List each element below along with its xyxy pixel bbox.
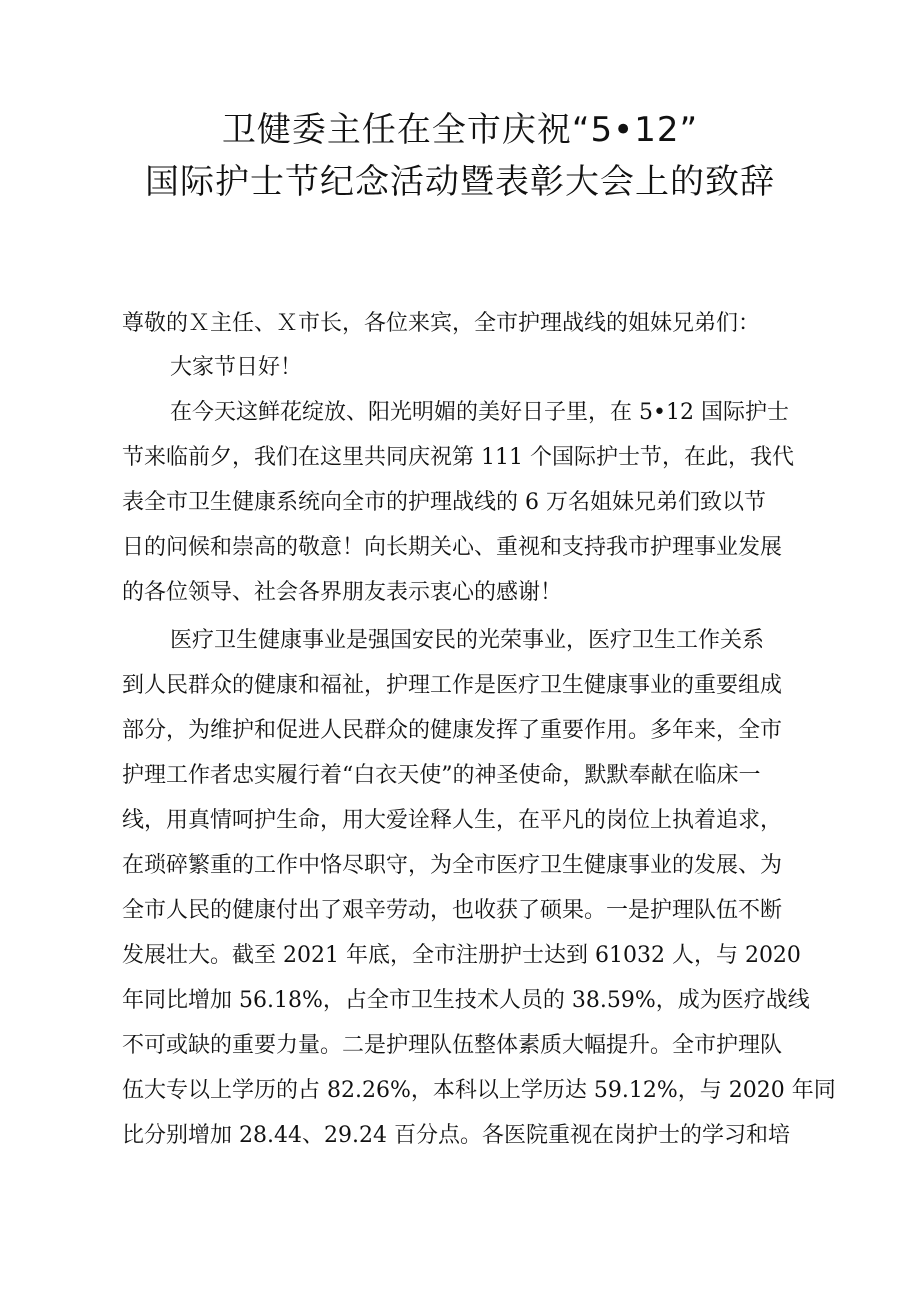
paragraph-line: 大家节日好！: [170, 355, 303, 380]
paragraph-line: 医疗卫生健康事业是强国安民的光荣事业，医疗卫生工作关系: [170, 628, 765, 653]
paragraph-line: 表全市卫生健康系统向全市的护理战线的 6 万名姐妹兄弟们致以节: [122, 490, 766, 515]
paragraph-line: 部分，为维护和促进人民群众的健康发挥了重要作用。多年来，全市: [122, 718, 783, 743]
paragraph-line: 日的问候和崇高的敬意！向长期关心、重视和支持我市护理事业发展: [122, 535, 783, 560]
paragraph-line: 在琐碎繁重的工作中恪尽职守，为全市医疗卫生健康事业的发展、为: [122, 853, 783, 878]
paragraph-line: 在今天这鲜花绽放、阳光明媚的美好日子里，在 5•12 国际护士: [170, 400, 789, 425]
paragraph-line: 全市人民的健康付出了艰辛劳动，也收获了硕果。一是护理队伍不断: [122, 898, 783, 923]
paragraph-line: 线，用真情呵护生命，用大爱诠释人生，在平凡的岗位上执着追求，: [122, 808, 783, 833]
paragraph-line: 节来临前夕，我们在这里共同庆祝第 111 个国际护士节，在此，我代: [122, 445, 794, 470]
paragraph-line: 比分别增加 28.44、29.24 百分点。各医院重视在岗护士的学习和培: [122, 1123, 790, 1148]
paragraph-line: 到人民群众的健康和福祉，护理工作是医疗卫生健康事业的重要组成: [122, 673, 783, 698]
paragraph-line: 不可或缺的重要力量。二是护理队伍整体素质大幅提升。全市护理队: [122, 1033, 783, 1058]
title-line-2: 国际护士节纪念活动暨表彰大会上的致辞: [145, 162, 775, 202]
paragraph-line: 年同比增加 56.18%，占全市卫生技术人员的 38.59%，成为医疗战线: [122, 988, 810, 1013]
salutation-line: 尊敬的Ｘ主任、Ｘ市长，各位来宾，全市护理战线的姐妹兄弟们：: [122, 311, 761, 336]
paragraph-line: 发展壮大。截至 2021 年底，全市注册护士达到 61032 人，与 2020: [122, 943, 801, 968]
title-line-1: 卫健委主任在全市庆祝“5•12”: [221, 110, 699, 150]
paragraph-line: 伍大专以上学历的占 82.26%，本科以上学历达 59.12%，与 2020 年同: [122, 1078, 836, 1103]
paragraph-line: 的各位领导、社会各界朋友表示衷心的感谢！: [122, 580, 563, 605]
paragraph-line: 护理工作者忠实履行着“白衣天使”的神圣使命，默默奉献在临床一: [122, 763, 761, 788]
